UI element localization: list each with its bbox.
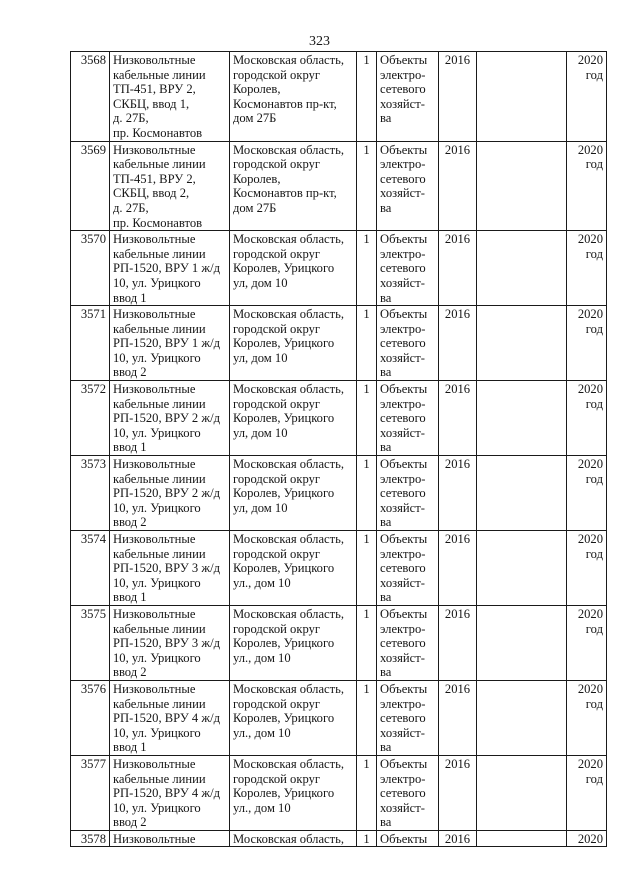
cell-line: сетевого bbox=[380, 711, 426, 726]
year-cell: 2016 bbox=[439, 141, 477, 231]
quantity-cell: 1 bbox=[357, 830, 377, 847]
cell-line: хозяйст- bbox=[380, 575, 425, 590]
cell-line: сетевого bbox=[380, 82, 426, 97]
empty-cell bbox=[477, 141, 567, 231]
cell-line: электро- bbox=[380, 471, 426, 486]
table-row bbox=[71, 680, 607, 755]
cell-line: 2020 bbox=[577, 756, 603, 771]
cell-line: 2020 bbox=[577, 606, 603, 621]
cell-line: Королев, Урицкого bbox=[233, 261, 335, 276]
address-cell bbox=[230, 52, 357, 142]
category-cell bbox=[377, 456, 439, 531]
cell-line: 2020 bbox=[577, 307, 603, 322]
quantity-cell: 1 bbox=[357, 605, 377, 680]
category-cell bbox=[377, 830, 439, 847]
cell-line: 2020 bbox=[577, 142, 603, 157]
address-cell bbox=[230, 141, 357, 231]
cell-line: 2020 bbox=[577, 232, 603, 247]
cell-line: Низковольтные bbox=[113, 532, 196, 546]
cell-line: хозяйст- bbox=[380, 425, 425, 440]
category-cell bbox=[377, 680, 439, 755]
quantity-cell: 1 bbox=[357, 680, 377, 755]
cell-line: Московская область, bbox=[233, 232, 345, 247]
cell-line: ва bbox=[380, 290, 392, 305]
cell-line: Низковольтные bbox=[113, 756, 196, 771]
category-cell bbox=[377, 755, 439, 830]
cell-line: пр. Космонавтов bbox=[113, 125, 203, 140]
row-number-cell: 3572 bbox=[71, 381, 110, 456]
empty-cell bbox=[477, 755, 567, 830]
cell-line: год bbox=[585, 696, 603, 711]
year-cell: 2016 bbox=[439, 306, 477, 381]
cell-line: Объекты bbox=[380, 756, 428, 771]
cell-line: Королев, Урицкого bbox=[233, 636, 335, 651]
cell-line: электро- bbox=[380, 771, 426, 786]
cell-line: Королев, Урицкого bbox=[233, 336, 335, 351]
cell-line: ТП-451, ВРУ 2, bbox=[113, 171, 196, 186]
quantity-cell: 1 bbox=[357, 456, 377, 531]
cell-line: кабельные линии bbox=[113, 157, 206, 172]
cell-line: сетевого bbox=[380, 786, 426, 801]
cell-line: РП-1520, ВРУ 3 ж/д bbox=[113, 561, 220, 576]
object-name-cell bbox=[110, 381, 230, 456]
cell-line: ва bbox=[380, 200, 392, 215]
cell-line: ул, дом 10 bbox=[233, 275, 288, 290]
cell-line: 10, ул. Урицкого bbox=[113, 275, 201, 290]
table-row bbox=[71, 52, 607, 142]
cell-line: электро- bbox=[380, 321, 426, 336]
row-number-cell: 3569 bbox=[71, 141, 110, 231]
cell-line: ва bbox=[380, 665, 392, 680]
address-cell bbox=[230, 605, 357, 680]
cell-line: 10, ул. Урицкого bbox=[113, 575, 201, 590]
cell-line: Московская область, bbox=[233, 606, 345, 621]
cell-line: Низковольтные bbox=[113, 681, 196, 696]
cell-line: ул., дом 10 bbox=[233, 725, 291, 740]
cell-line: Московская область, bbox=[233, 142, 345, 157]
year-cell: 2016 bbox=[439, 755, 477, 830]
cell-line: хозяйст- bbox=[380, 800, 425, 815]
cell-line: 2020 bbox=[577, 831, 603, 846]
cell-line: сетевого bbox=[380, 486, 426, 501]
cell-line: ва bbox=[380, 590, 392, 605]
address-cell bbox=[230, 830, 357, 847]
cell-line: кабельные линии bbox=[113, 621, 206, 636]
cell-line: городской округ bbox=[233, 471, 321, 486]
object-name-cell bbox=[110, 141, 230, 231]
cell-line: ва bbox=[380, 365, 392, 380]
cell-line: Космонавтов пр-кт, bbox=[233, 96, 337, 111]
cell-line: электро- bbox=[380, 696, 426, 711]
cell-line: РП-1520, ВРУ 3 ж/д bbox=[113, 636, 220, 651]
row-number-cell: 3568 bbox=[71, 52, 110, 142]
cell-line: городской округ bbox=[233, 696, 321, 711]
row-number-cell: 3574 bbox=[71, 531, 110, 606]
cell-line: год bbox=[585, 321, 603, 336]
planned-year-cell bbox=[567, 456, 607, 531]
object-name-cell bbox=[110, 456, 230, 531]
table-row bbox=[71, 755, 607, 830]
cell-line: электро- bbox=[380, 546, 426, 561]
cell-line: 10, ул. Урицкого bbox=[113, 800, 201, 815]
cell-line: 2020 bbox=[577, 681, 603, 696]
cell-line: РП-1520, ВРУ 2 ж/д bbox=[113, 486, 220, 501]
cell-line: ввод 2 bbox=[113, 365, 147, 380]
cell-line: год bbox=[585, 157, 603, 172]
cell-line: Королев, Урицкого bbox=[233, 411, 335, 426]
cell-line: Московская область, bbox=[233, 681, 345, 696]
cell-line: ввод 1 bbox=[113, 590, 147, 605]
cell-line: электро- bbox=[380, 67, 426, 82]
cell-line: 2020 bbox=[577, 382, 603, 397]
cell-line: 10, ул. Урицкого bbox=[113, 725, 201, 740]
cell-line: РП-1520, ВРУ 1 ж/д bbox=[113, 261, 220, 276]
cell-line: сетевого bbox=[380, 636, 426, 651]
cell-line: ТП-451, ВРУ 2, bbox=[113, 82, 196, 97]
cell-line: год bbox=[585, 621, 603, 636]
cell-line: Космонавтов пр-кт, bbox=[233, 186, 337, 201]
cell-line: РП-1520, ВРУ 1 ж/д bbox=[113, 336, 220, 351]
table-row bbox=[71, 605, 607, 680]
row-number-cell: 3570 bbox=[71, 231, 110, 306]
cell-line: Объекты bbox=[380, 232, 428, 247]
cell-line: РП-1520, ВРУ 4 ж/д bbox=[113, 711, 220, 726]
cell-line: 10, ул. Урицкого bbox=[113, 425, 201, 440]
cell-line: Низковольтные bbox=[113, 606, 196, 621]
cell-line: сетевого bbox=[380, 411, 426, 426]
cell-line: хозяйст- bbox=[380, 96, 425, 111]
table-row bbox=[71, 306, 607, 381]
cell-line: ввод 1 bbox=[113, 290, 147, 305]
cell-line: ввод 1 bbox=[113, 440, 147, 455]
category-cell bbox=[377, 52, 439, 142]
cell-line: ва bbox=[380, 515, 392, 530]
cell-line: Низковольтные bbox=[113, 142, 196, 157]
cell-line: городской округ bbox=[233, 771, 321, 786]
cell-line: Объекты bbox=[380, 307, 428, 322]
cell-line: Объекты bbox=[380, 457, 428, 472]
table-row bbox=[71, 231, 607, 306]
address-cell bbox=[230, 381, 357, 456]
table-row bbox=[71, 381, 607, 456]
cell-line: 2020 bbox=[577, 53, 603, 67]
cell-line: городской округ bbox=[233, 246, 321, 261]
quantity-cell: 1 bbox=[357, 52, 377, 142]
table-row bbox=[71, 456, 607, 531]
cell-line: год bbox=[585, 67, 603, 82]
row-number-cell: 3573 bbox=[71, 456, 110, 531]
row-number-cell: 3571 bbox=[71, 306, 110, 381]
planned-year-cell bbox=[567, 830, 607, 847]
cell-line: РП-1520, ВРУ 2 ж/д bbox=[113, 411, 220, 426]
cell-line: Объекты bbox=[380, 382, 428, 397]
cell-line: городской округ bbox=[233, 396, 321, 411]
cell-line: дом 27Б bbox=[233, 200, 277, 215]
category-cell bbox=[377, 531, 439, 606]
cell-line: СКБЦ, ввод 1, bbox=[113, 96, 190, 111]
cell-line: Московская область, bbox=[233, 457, 345, 472]
cell-line: ул, дом 10 bbox=[233, 425, 288, 440]
cell-line: Объекты bbox=[380, 142, 428, 157]
cell-line: Королев, Урицкого bbox=[233, 711, 335, 726]
category-cell bbox=[377, 306, 439, 381]
year-cell: 2016 bbox=[439, 680, 477, 755]
cell-line: д. 27Б, bbox=[113, 111, 149, 126]
cell-line: хозяйст- bbox=[380, 650, 425, 665]
cell-line: 2020 bbox=[577, 532, 603, 546]
quantity-cell: 1 bbox=[357, 531, 377, 606]
empty-cell bbox=[477, 456, 567, 531]
cell-line: Королев, bbox=[233, 171, 281, 186]
year-cell: 2016 bbox=[439, 830, 477, 847]
cell-line: ввод 2 bbox=[113, 515, 147, 530]
cell-line: хозяйст- bbox=[380, 275, 425, 290]
cell-line: Московская область, bbox=[233, 53, 345, 67]
object-name-cell bbox=[110, 306, 230, 381]
planned-year-cell bbox=[567, 52, 607, 142]
cell-line: Низковольтные bbox=[113, 831, 196, 846]
planned-year-cell bbox=[567, 141, 607, 231]
cell-line: кабельные линии bbox=[113, 396, 206, 411]
cell-line: хозяйст- bbox=[380, 725, 425, 740]
category-cell bbox=[377, 381, 439, 456]
cell-line: городской округ bbox=[233, 546, 321, 561]
year-cell: 2016 bbox=[439, 52, 477, 142]
cell-line: ул., дом 10 bbox=[233, 575, 291, 590]
object-name-cell bbox=[110, 680, 230, 755]
empty-cell bbox=[477, 381, 567, 456]
cell-line: электро- bbox=[380, 396, 426, 411]
cell-line: сетевого bbox=[380, 336, 426, 351]
cell-line: Московская область, bbox=[233, 532, 345, 546]
cell-line: пр. Космонавтов bbox=[113, 215, 203, 230]
cell-line: Королев, Урицкого bbox=[233, 561, 335, 576]
cell-line: Объекты bbox=[380, 831, 428, 846]
year-cell: 2016 bbox=[439, 605, 477, 680]
empty-cell bbox=[477, 306, 567, 381]
cell-line: ва bbox=[380, 815, 392, 830]
cell-line: ва bbox=[380, 111, 392, 126]
planned-year-cell bbox=[567, 755, 607, 830]
cell-line: кабельные линии bbox=[113, 771, 206, 786]
cell-line: ва bbox=[380, 740, 392, 755]
planned-year-cell bbox=[567, 680, 607, 755]
quantity-cell: 1 bbox=[357, 231, 377, 306]
cell-line: 2020 bbox=[577, 457, 603, 472]
cell-line: кабельные линии bbox=[113, 67, 206, 82]
cell-line: ул., дом 10 bbox=[233, 650, 291, 665]
cell-line: кабельные линии bbox=[113, 696, 206, 711]
year-cell: 2016 bbox=[439, 231, 477, 306]
cell-line: год bbox=[585, 396, 603, 411]
cell-line: Низковольтные bbox=[113, 307, 196, 322]
table-row bbox=[71, 830, 607, 847]
cell-line: ул., дом 10 bbox=[233, 800, 291, 815]
cell-line: электро- bbox=[380, 157, 426, 172]
object-name-cell bbox=[110, 830, 230, 847]
category-cell bbox=[377, 605, 439, 680]
cell-line: 10, ул. Урицкого bbox=[113, 650, 201, 665]
objects-table bbox=[70, 51, 607, 847]
cell-line: Московская область, bbox=[233, 307, 345, 322]
cell-line: ул, дом 10 bbox=[233, 500, 288, 515]
empty-cell bbox=[477, 531, 567, 606]
cell-line: Московская область, bbox=[233, 831, 345, 846]
cell-line: Объекты bbox=[380, 53, 428, 67]
cell-line: год bbox=[585, 771, 603, 786]
cell-line: год bbox=[585, 546, 603, 561]
row-number-cell: 3578 bbox=[71, 830, 110, 847]
cell-line: Низковольтные bbox=[113, 382, 196, 397]
cell-line: электро- bbox=[380, 621, 426, 636]
address-cell bbox=[230, 680, 357, 755]
cell-line: 10, ул. Урицкого bbox=[113, 500, 201, 515]
cell-line: городской округ bbox=[233, 67, 321, 82]
cell-line: Королев, Урицкого bbox=[233, 486, 335, 501]
cell-line: год bbox=[585, 246, 603, 261]
cell-line: кабельные линии bbox=[113, 246, 206, 261]
row-number-cell: 3577 bbox=[71, 755, 110, 830]
row-number-cell: 3575 bbox=[71, 605, 110, 680]
year-cell: 2016 bbox=[439, 531, 477, 606]
quantity-cell: 1 bbox=[357, 141, 377, 231]
cell-line: Низковольтные bbox=[113, 53, 196, 67]
planned-year-cell bbox=[567, 531, 607, 606]
cell-line: СКБЦ, ввод 2, bbox=[113, 186, 190, 201]
cell-line: кабельные линии bbox=[113, 471, 206, 486]
cell-line: ввод 1 bbox=[113, 740, 147, 755]
empty-cell bbox=[477, 231, 567, 306]
object-name-cell bbox=[110, 52, 230, 142]
cell-line: Московская область, bbox=[233, 382, 345, 397]
quantity-cell: 1 bbox=[357, 755, 377, 830]
planned-year-cell bbox=[567, 306, 607, 381]
category-cell bbox=[377, 141, 439, 231]
cell-line: Московская область, bbox=[233, 756, 345, 771]
cell-line: РП-1520, ВРУ 4 ж/д bbox=[113, 786, 220, 801]
cell-line: кабельные линии bbox=[113, 546, 206, 561]
cell-line: Королев, bbox=[233, 82, 281, 97]
cell-line: хозяйст- bbox=[380, 350, 425, 365]
cell-line: ул, дом 10 bbox=[233, 350, 288, 365]
cell-line: сетевого bbox=[380, 561, 426, 576]
cell-line: Королев, Урицкого bbox=[233, 786, 335, 801]
planned-year-cell bbox=[567, 381, 607, 456]
address-cell bbox=[230, 755, 357, 830]
year-cell: 2016 bbox=[439, 381, 477, 456]
quantity-cell: 1 bbox=[357, 306, 377, 381]
cell-line: городской округ bbox=[233, 621, 321, 636]
empty-cell bbox=[477, 680, 567, 755]
object-name-cell bbox=[110, 531, 230, 606]
quantity-cell: 1 bbox=[357, 381, 377, 456]
object-name-cell bbox=[110, 231, 230, 306]
cell-line: кабельные линии bbox=[113, 321, 206, 336]
page-number: 323 bbox=[309, 34, 330, 49]
cell-line: Низковольтные bbox=[113, 457, 196, 472]
cell-line: ввод 2 bbox=[113, 665, 147, 680]
empty-cell bbox=[477, 830, 567, 847]
address-cell bbox=[230, 456, 357, 531]
category-cell bbox=[377, 231, 439, 306]
object-name-cell bbox=[110, 755, 230, 830]
cell-line: городской округ bbox=[233, 321, 321, 336]
cell-line: ввод 2 bbox=[113, 815, 147, 830]
table-row bbox=[71, 141, 607, 231]
cell-line: Объекты bbox=[380, 606, 428, 621]
cell-line: Объекты bbox=[380, 681, 428, 696]
cell-line: дом 27Б bbox=[233, 111, 277, 126]
cell-line: хозяйст- bbox=[380, 186, 425, 201]
address-cell bbox=[230, 231, 357, 306]
cell-line: Низковольтные bbox=[113, 232, 196, 247]
empty-cell bbox=[477, 52, 567, 142]
cell-line: 10, ул. Урицкого bbox=[113, 350, 201, 365]
planned-year-cell bbox=[567, 231, 607, 306]
row-number-cell: 3576 bbox=[71, 680, 110, 755]
cell-line: электро- bbox=[380, 246, 426, 261]
object-name-cell bbox=[110, 605, 230, 680]
cell-line: сетевого bbox=[380, 171, 426, 186]
cell-line: хозяйст- bbox=[380, 500, 425, 515]
address-cell bbox=[230, 531, 357, 606]
cell-line: городской округ bbox=[233, 157, 321, 172]
year-cell: 2016 bbox=[439, 456, 477, 531]
cell-line: Объекты bbox=[380, 532, 428, 546]
address-cell bbox=[230, 306, 357, 381]
planned-year-cell bbox=[567, 605, 607, 680]
cell-line: д. 27Б, bbox=[113, 200, 149, 215]
cell-line: сетевого bbox=[380, 261, 426, 276]
cell-line: ва bbox=[380, 440, 392, 455]
table-row bbox=[71, 531, 607, 606]
empty-cell bbox=[477, 605, 567, 680]
cell-line: год bbox=[585, 471, 603, 486]
